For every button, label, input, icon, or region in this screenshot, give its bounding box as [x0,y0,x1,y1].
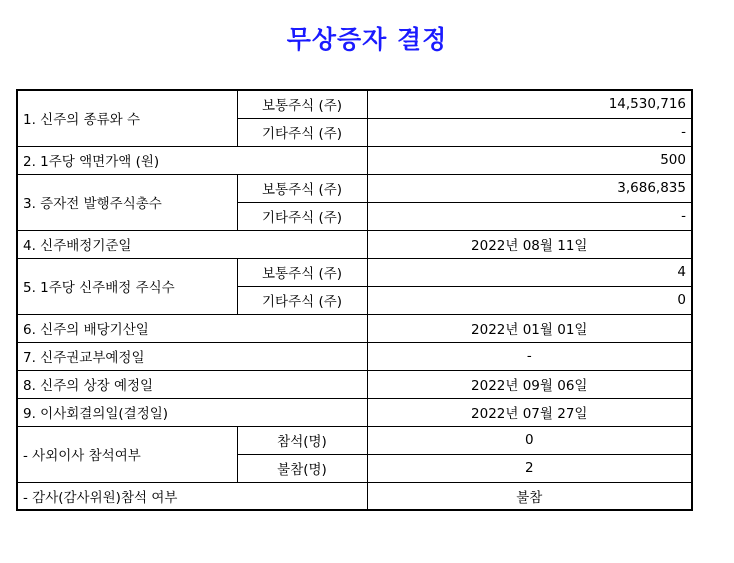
table-row [17,174,692,202]
row-label: 4. 신주배정기준일 [17,230,367,258]
sub-label: 보통주식 (주) [237,258,367,286]
sub-label: 불참(명) [237,454,367,482]
row-value: 2022년 01월 01일 [367,314,692,342]
row-label: 1. 신주의 종류와 수 [17,90,237,146]
table-row [17,426,692,454]
row-value: 500 [367,146,692,174]
table-row [17,482,692,510]
row-value: 4 [367,258,692,286]
table-row [17,230,692,258]
row-label: 8. 신주의 상장 예정일 [17,370,367,398]
row-value: 2 [367,454,692,482]
table-row [17,90,692,118]
row-value: 2022년 08월 11일 [367,230,692,258]
disclosure-table [16,89,693,511]
table-row [17,314,692,342]
sub-label: 보통주식 (주) [237,90,367,118]
sub-label: 기타주식 (주) [237,118,367,146]
row-value: - [367,342,692,370]
sub-label: 기타주식 (주) [237,202,367,230]
row-label: 6. 신주의 배당기산일 [17,314,367,342]
row-label: - 감사(감사위원)참석 여부 [17,482,367,510]
row-value: - [367,118,692,146]
sub-label: 기타주식 (주) [237,286,367,314]
row-value: 14,530,716 [367,90,692,118]
row-label: 7. 신주권교부예정일 [17,342,367,370]
row-label: 9. 이사회결의일(결정일) [17,398,367,426]
row-value: - [367,202,692,230]
row-value: 0 [367,426,692,454]
table-row [17,146,692,174]
table-row [17,342,692,370]
row-label: 2. 1주당 액면가액 (원) [17,146,367,174]
row-value: 0 [367,286,692,314]
sub-label: 보통주식 (주) [237,174,367,202]
row-label: - 사외이사 참석여부 [17,426,237,482]
table-row [17,370,692,398]
row-value: 2022년 07월 27일 [367,398,692,426]
row-label: 5. 1주당 신주배정 주식수 [17,258,237,314]
row-value: 불참 [367,482,692,510]
row-value: 2022년 09월 06일 [367,370,692,398]
row-label: 3. 증자전 발행주식총수 [17,174,237,230]
table-row [17,258,692,286]
sub-label: 참석(명) [237,426,367,454]
table-row [17,398,692,426]
document-title: 무상증자 결정 [286,25,448,54]
row-value: 3,686,835 [367,174,692,202]
